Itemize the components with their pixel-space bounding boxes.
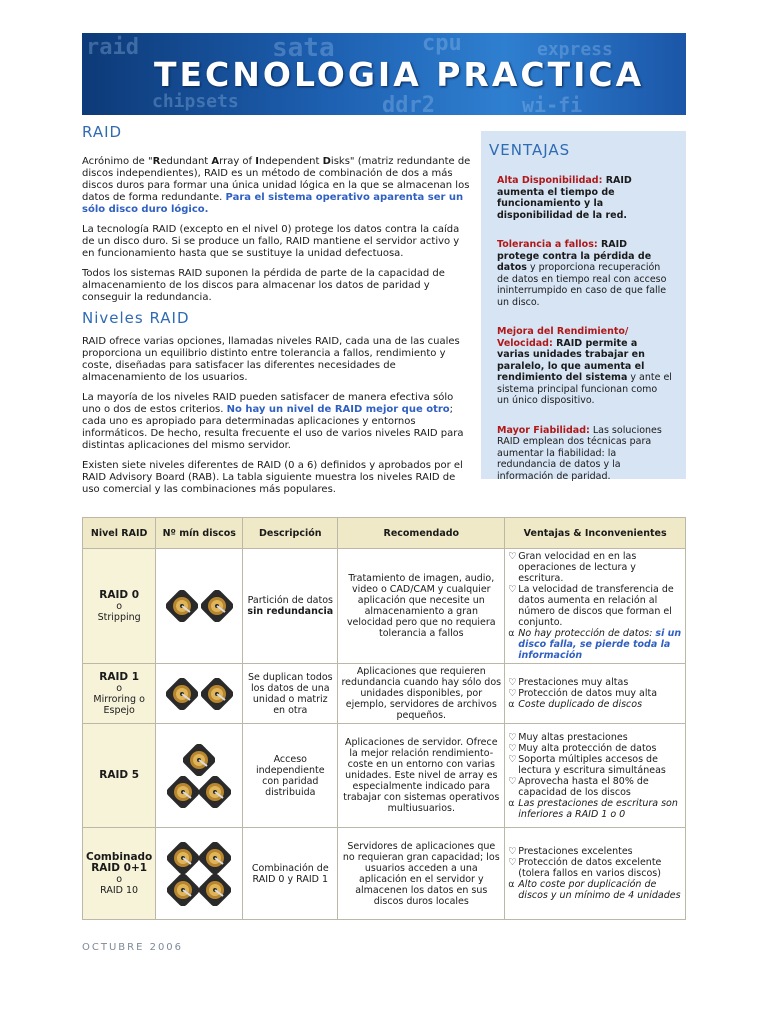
recommended-cell: Aplicaciones que requieren redundancia cuando hay sólo dos unidades disponibles, por ejemplo, servidores de archivos pequeños. xyxy=(338,664,505,724)
pro-text: La velocidad de transferencia de datos aumenta en relación al número de discos que forman el conjunto. xyxy=(518,584,674,628)
banner-title: TECNOLOGIA PRACTICA xyxy=(154,55,645,94)
raid-intro-paragraph xyxy=(82,156,472,216)
raid-level-alias: Stripping xyxy=(97,611,141,623)
raid-level-alias: RAID 10 xyxy=(100,884,139,896)
raid-level-name: RAID 5 xyxy=(99,769,140,781)
pros-cons-cell xyxy=(505,549,686,664)
pro-text: Muy altas prestaciones xyxy=(518,731,628,743)
con-item xyxy=(508,628,682,661)
raid-level-cell xyxy=(83,664,156,724)
raid-level-or: o xyxy=(116,600,123,612)
recommended-cell: Tratamiento de imagen, audio, video o CAD/CAM y cualquier aplicación que necesite un almacenamiento a gran velocidad pero que no requiera tolerancia a fallos xyxy=(338,549,505,664)
plus-bullet-icon: ♡ xyxy=(508,742,517,754)
plus-bullet-icon: ♡ xyxy=(508,584,517,595)
ventaja-bold: RAID protege contra la pérdida de datos xyxy=(497,239,652,273)
hard-disk-icon xyxy=(183,744,215,776)
pro-item xyxy=(508,776,682,798)
hard-disk-icon xyxy=(166,678,198,710)
pro-text: Protección de datos excelente (tolera fallos en varios discos) xyxy=(518,857,662,879)
description-cell xyxy=(243,549,338,664)
raid-level-or: o xyxy=(116,682,123,694)
acronym-letter: D xyxy=(322,156,331,167)
niveles-heading: Niveles RAID xyxy=(82,309,190,327)
pro-item xyxy=(508,857,682,879)
con-item xyxy=(508,699,682,710)
niveles-paragraph-2 xyxy=(82,392,472,452)
hard-disk-icon xyxy=(201,590,233,622)
niveles-paragraph-3: Existen siete niveles diferentes de RAID (0 a 6) definidos y aprobados por el RAID Advisory Board (RAB). La tabla siguiente muestra los niveles RAID de uso comercial y las combinaciones más populares. xyxy=(82,460,463,495)
pro-item xyxy=(508,846,682,857)
plus-bullet-icon: ♡ xyxy=(508,731,517,743)
hard-disk-icon xyxy=(167,842,199,874)
raid-level-cell xyxy=(83,549,156,664)
raid-level-alias: Mirroring o Espejo xyxy=(93,693,145,716)
raid-level-cell xyxy=(83,724,156,828)
niveles-paragraph-1: RAID ofrece varias opciones, llamadas niveles RAID, cada una de las cuales proporciona un equilibrio distinto entre tolerancia a fallos, rendimiento y coste, diseñadas para satisfacer las diferentes necesidades de almacenamiento de los usuarios. xyxy=(82,336,460,383)
acronym-letter: A xyxy=(211,156,220,167)
pro-text: Soporta múltiples accesos de lectura y escritura simultáneas xyxy=(518,753,666,776)
ventaja-label: Alta Disponibilidad: xyxy=(497,175,603,186)
recommended-cell: Aplicaciones de servidor. Ofrece la mejor relación rendimiento-coste en un entorno con varias unidades. Este nivel de array es especialmente indicado para trabajar con sistemas operativos multiusuarios. xyxy=(338,724,505,828)
banner-ghost-word: express xyxy=(537,39,613,60)
table-row xyxy=(83,549,686,664)
minus-bullet-icon: ⍺ xyxy=(508,879,515,890)
con-text: Las prestaciones de escritura son inferiores a RAID 1 o 0 xyxy=(518,797,678,820)
description-cell: Se duplican todos los datos de una unidad o matriz en otra xyxy=(243,664,338,724)
pros-cons-cell xyxy=(505,828,686,920)
pro-item xyxy=(508,754,682,776)
recommended-cell: Servidores de aplicaciones que no requieran gran capacidad; los usuarios acceden a una aplicación en el servidor y almacenen los datos en sus discos duros locales xyxy=(338,828,505,920)
ventaja-item xyxy=(497,239,672,308)
table-row xyxy=(83,664,686,724)
raid-level-name: RAID 1 xyxy=(99,670,140,683)
column-header: Recomendado xyxy=(338,518,505,549)
footer-date: OCTUBRE 2006 xyxy=(82,942,184,953)
hard-disk-icon xyxy=(199,776,231,808)
description-text: Partición de datos xyxy=(247,595,333,606)
plus-bullet-icon: ♡ xyxy=(508,688,517,699)
table-row xyxy=(83,828,686,920)
pro-item xyxy=(508,551,682,584)
pro-text: Muy alta protección de datos xyxy=(518,742,657,754)
plus-bullet-icon: ♡ xyxy=(508,677,517,688)
pro-text: Aprovecha hasta el 80% de capacidad de los discos xyxy=(518,775,649,798)
intro-text: edundant xyxy=(160,156,212,167)
pro-text: Prestaciones excelentes xyxy=(518,846,633,857)
raid-level-name: Combinado RAID 0+1 xyxy=(86,850,153,874)
column-header: Nº mín discos xyxy=(156,518,243,549)
ventaja-item xyxy=(497,175,672,221)
paragraph-text: La mayoría de los niveles RAID pueden satisfacer de manera efectiva sólo uno o dos de estos criterios. xyxy=(82,392,454,415)
pro-item xyxy=(508,584,682,628)
hard-disk-icon xyxy=(167,776,199,808)
acronym-letter: R xyxy=(152,156,161,167)
con-text: Alto coste por duplicación de discos y un mínimo de 4 unidades xyxy=(518,879,681,901)
ventajas-heading: VENTAJAS xyxy=(489,141,571,159)
column-header: Descripción xyxy=(243,518,338,549)
raid-level-cell xyxy=(83,828,156,920)
column-header: Nivel RAID xyxy=(83,518,156,549)
con-item xyxy=(508,879,682,901)
con-highlight: si un disco falla, se pierde toda la información xyxy=(518,628,682,661)
banner-ghost-word: cpu xyxy=(422,33,462,56)
description-cell: Combinación de RAID 0 y RAID 1 xyxy=(243,828,338,920)
intro-text: rray of xyxy=(219,156,256,167)
ventaja-item xyxy=(497,326,672,407)
pros-cons-cell xyxy=(505,724,686,828)
con-item xyxy=(508,798,682,820)
column-header: Ventajas & Inconvenientes xyxy=(505,518,686,549)
ventaja-text: y proporciona recuperación de datos en tiempo real con acceso ininterrumpido en caso de que falle un disco. xyxy=(497,262,667,308)
pro-item xyxy=(508,688,682,699)
banner-ghost-word: raid xyxy=(86,35,139,60)
pro-text: Protección de datos muy alta xyxy=(518,688,658,699)
raid-level-name: RAID 0 xyxy=(99,588,140,601)
pros-cons-cell xyxy=(505,664,686,724)
hard-disk-icon xyxy=(166,590,198,622)
ventaja-label: Mejora del Rendimiento/ Velocidad: xyxy=(497,326,629,349)
intro-text: isks" (matriz redundante de discos independientes), RAID es un método de combinación de dos a más discos duros para formar una única unidad lógica en la que se almacenan los datos de forma redundante. xyxy=(82,156,471,203)
min-disks-cell xyxy=(156,549,243,664)
table-header-row xyxy=(83,518,686,549)
plus-bullet-icon: ♡ xyxy=(508,775,517,787)
ventaja-bold: RAID aumenta el tiempo de funcionamiento y la disponibilidad de la red. xyxy=(497,175,632,221)
pro-text: Gran velocidad en en las operaciones de lectura y escritura. xyxy=(518,551,637,584)
ventaja-text: y ante el sistema principal funcionan como un único dispositivo. xyxy=(497,372,672,406)
pro-item xyxy=(508,677,682,688)
pro-text: Prestaciones muy altas xyxy=(518,677,629,688)
acronym-letter: I xyxy=(255,156,259,167)
hard-disk-icon xyxy=(167,874,199,906)
intro-highlight: Para el sistema operativo aparenta ser un sólo disco duro lógico. xyxy=(82,192,464,215)
table-row xyxy=(83,724,686,828)
con-text: Coste duplicado de discos xyxy=(518,699,643,710)
raid-capacity-paragraph: Todos los sistemas RAID suponen la pérdida de parte de la capacidad de almacenamiento de los discos para almacenar los datos de paridad y conseguir la redundancia. xyxy=(82,268,445,303)
banner-ghost-word: ddr2 xyxy=(382,93,435,115)
raid-heading: RAID xyxy=(82,123,123,141)
plus-bullet-icon: ♡ xyxy=(508,551,517,562)
plus-bullet-icon: ♡ xyxy=(508,857,517,868)
min-disks-cell xyxy=(156,828,243,920)
ventaja-bold: RAID permite a varias unidades trabajar en paralelo, lo que aumenta el rendimiento del sistema xyxy=(497,337,645,383)
ventaja-item xyxy=(497,425,672,483)
hard-disk-icon xyxy=(199,874,231,906)
hard-disk-icon xyxy=(199,842,231,874)
raid-levels-table xyxy=(82,517,686,920)
banner-ghost-word: chipsets xyxy=(152,91,239,112)
ventaja-label: Tolerancia a fallos: xyxy=(497,239,598,250)
minus-bullet-icon: ⍺ xyxy=(508,797,515,809)
con-text: No hay protección de datos: xyxy=(518,628,656,639)
min-disks-cell xyxy=(156,724,243,828)
pro-item xyxy=(508,743,682,754)
description-cell: Acceso independiente con paridad distribuida xyxy=(243,724,338,828)
pro-item xyxy=(508,732,682,743)
banner-ghost-word: wi-fi xyxy=(522,93,583,115)
plus-bullet-icon: ♡ xyxy=(508,846,517,857)
minus-bullet-icon: ⍺ xyxy=(508,628,515,639)
minus-bullet-icon: ⍺ xyxy=(508,699,515,710)
plus-bullet-icon: ♡ xyxy=(508,753,517,765)
hard-disk-icon xyxy=(201,678,233,710)
banner-ghost-word: sata xyxy=(272,33,335,63)
intro-text: Acrónimo de " xyxy=(82,156,153,167)
ventajas-sidebar xyxy=(481,131,686,482)
main-content xyxy=(82,120,472,504)
intro-text: ndependent xyxy=(258,156,323,167)
description-bold: sin redundancia xyxy=(247,606,334,617)
raid-protection-paragraph: La tecnología RAID (excepto en el nivel 0) protege los datos contra la caída de un disco duro. Si se produce un fallo, RAID mantiene el servidor activo y en funcionamiento hasta que se sustituye la unidad defectuosa. xyxy=(82,224,460,259)
header-banner xyxy=(82,33,686,115)
raid-level-or: o xyxy=(116,873,123,885)
ventaja-text: Las soluciones RAID emplean dos técnicas para aumentar la fiabilidad: la redundancia de datos y la información de paridad. xyxy=(497,424,662,482)
paragraph-text: ; cada uno es apropiado para determinadas aplicaciones y entornos informáticos. De hecho, resulta frecuente el uso de varios niveles RAID para distintas aplicaciones del mismo servidor. xyxy=(82,404,464,451)
ventaja-label: Mayor Fiabilidad: xyxy=(497,424,590,436)
min-disks-cell xyxy=(156,664,243,724)
niveles-highlight: No hay un nivel de RAID mejor que otro xyxy=(226,404,450,415)
